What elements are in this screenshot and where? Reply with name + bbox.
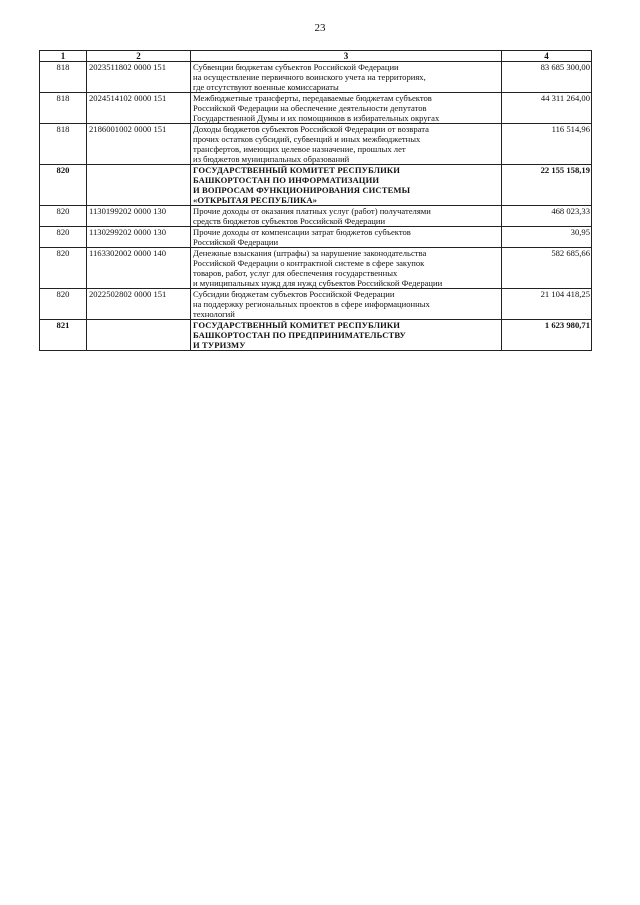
revenue-table bbox=[39, 50, 592, 351]
description-line: Российской Федерации bbox=[193, 237, 279, 247]
description-cell bbox=[191, 62, 502, 93]
header-col-3: 3 bbox=[191, 51, 502, 62]
description-line: Денежные взыскания (штрафы) за нарушение законодательства bbox=[193, 248, 427, 258]
description-line: Прочие доходы от оказания платных услуг (работ) получателями bbox=[193, 206, 431, 216]
description-line: Доходы бюджетов субъектов Российской Федерации от возврата bbox=[193, 124, 429, 134]
revenue-code-cell: 1163302002 0000 140 bbox=[87, 248, 191, 289]
amount-cell: 582 685,66 bbox=[502, 248, 592, 289]
description-line: технологий bbox=[193, 309, 235, 319]
description-line: И ТУРИЗМУ bbox=[193, 340, 246, 350]
revenue-code-cell: 1130199202 0000 130 bbox=[87, 206, 191, 227]
description-line: БАШКОРТОСТАН ПО ИНФОРМАТИЗАЦИИ bbox=[193, 175, 380, 185]
table-header-row bbox=[40, 51, 592, 62]
description-line: Государственной Думы и их помощников в избирательных округах bbox=[193, 113, 440, 123]
description-line: БАШКОРТОСТАН ПО ПРЕДПРИНИМАТЕЛЬСТВУ bbox=[193, 330, 406, 340]
table-row bbox=[40, 93, 592, 124]
description-line: на осуществление первичного воинского учета на территориях, bbox=[193, 72, 426, 82]
page-number: 23 bbox=[314, 22, 326, 34]
admin-code-cell: 821 bbox=[40, 320, 87, 351]
revenue-code-cell bbox=[87, 165, 191, 206]
table-row bbox=[40, 227, 592, 248]
description-cell bbox=[191, 289, 502, 320]
revenue-code-cell: 1130299202 0000 130 bbox=[87, 227, 191, 248]
admin-code-cell: 820 bbox=[40, 165, 87, 206]
description-cell bbox=[191, 320, 502, 351]
admin-code-cell: 818 bbox=[40, 62, 87, 93]
admin-code-cell: 820 bbox=[40, 289, 87, 320]
description-line: Субвенции бюджетам субъектов Российской Федерации bbox=[193, 62, 399, 72]
admin-code-cell: 818 bbox=[40, 93, 87, 124]
description-cell bbox=[191, 124, 502, 165]
amount-cell: 468 023,33 bbox=[502, 206, 592, 227]
table-row bbox=[40, 320, 592, 351]
header-col-2: 2 bbox=[87, 51, 191, 62]
amount-cell: 22 155 158,19 bbox=[502, 165, 592, 206]
table-row bbox=[40, 289, 592, 320]
table-row bbox=[40, 248, 592, 289]
description-cell bbox=[191, 165, 502, 206]
description-line: прочих остатков субсидий, субвенций и иных межбюджетных bbox=[193, 134, 421, 144]
description-cell bbox=[191, 227, 502, 248]
description-line: где отсутствуют военные комиссариаты bbox=[193, 82, 339, 92]
description-line: и муниципальных нужд для нужд субъектов Российской Федерации bbox=[193, 278, 443, 288]
header-col-1: 1 bbox=[40, 51, 87, 62]
admin-code-cell: 818 bbox=[40, 124, 87, 165]
admin-code-cell: 820 bbox=[40, 227, 87, 248]
amount-cell: 30,95 bbox=[502, 227, 592, 248]
description-line: ГОСУДАРСТВЕННЫЙ КОМИТЕТ РЕСПУБЛИКИ bbox=[193, 320, 400, 330]
amount-cell: 44 311 264,00 bbox=[502, 93, 592, 124]
description-line: Российской Федерации о контрактной системе в сфере закупок bbox=[193, 258, 425, 268]
description-line: Межбюджетные трансферты, передаваемые бюджетам субъектов bbox=[193, 93, 432, 103]
revenue-code-cell: 2023511802 0000 151 bbox=[87, 62, 191, 93]
admin-code-cell: 820 bbox=[40, 206, 87, 227]
header-col-4: 4 bbox=[502, 51, 592, 62]
amount-cell: 83 685 300,00 bbox=[502, 62, 592, 93]
description-line: Прочие доходы от компенсации затрат бюджетов субъектов bbox=[193, 227, 411, 237]
description-line: Субсидии бюджетам субъектов Российской Федерации bbox=[193, 289, 395, 299]
revenue-code-cell bbox=[87, 320, 191, 351]
description-line: на поддержку региональных проектов в сфере информационных bbox=[193, 299, 430, 309]
description-line: товаров, работ, услуг для обеспечения государственных bbox=[193, 268, 398, 278]
description-line: средств бюджетов субъектов Российской Федерации bbox=[193, 216, 386, 226]
table-row bbox=[40, 124, 592, 165]
table-row bbox=[40, 165, 592, 206]
description-line: трансфертов, имеющих целевое назначение, прошлых лет bbox=[193, 144, 406, 154]
admin-code-cell: 820 bbox=[40, 248, 87, 289]
description-cell bbox=[191, 206, 502, 227]
amount-cell: 21 104 418,25 bbox=[502, 289, 592, 320]
description-line: Российской Федерации на обеспечение деятельности депутатов bbox=[193, 103, 427, 113]
description-line: И ВОПРОСАМ ФУНКЦИОНИРОВАНИЯ СИСТЕМЫ bbox=[193, 185, 411, 195]
table-row bbox=[40, 62, 592, 93]
description-line: «ОТКРЫТАЯ РЕСПУБЛИКА» bbox=[193, 195, 318, 205]
revenue-code-cell: 2186001002 0000 151 bbox=[87, 124, 191, 165]
description-cell bbox=[191, 248, 502, 289]
description-cell bbox=[191, 93, 502, 124]
table-row bbox=[40, 206, 592, 227]
revenue-code-cell: 2024514102 0000 151 bbox=[87, 93, 191, 124]
amount-cell: 116 514,96 bbox=[502, 124, 592, 165]
revenue-code-cell: 2022502802 0000 151 bbox=[87, 289, 191, 320]
amount-cell: 1 623 980,71 bbox=[502, 320, 592, 351]
description-line: ГОСУДАРСТВЕННЫЙ КОМИТЕТ РЕСПУБЛИКИ bbox=[193, 165, 400, 175]
description-line: из бюджетов муниципальных образований bbox=[193, 154, 350, 164]
